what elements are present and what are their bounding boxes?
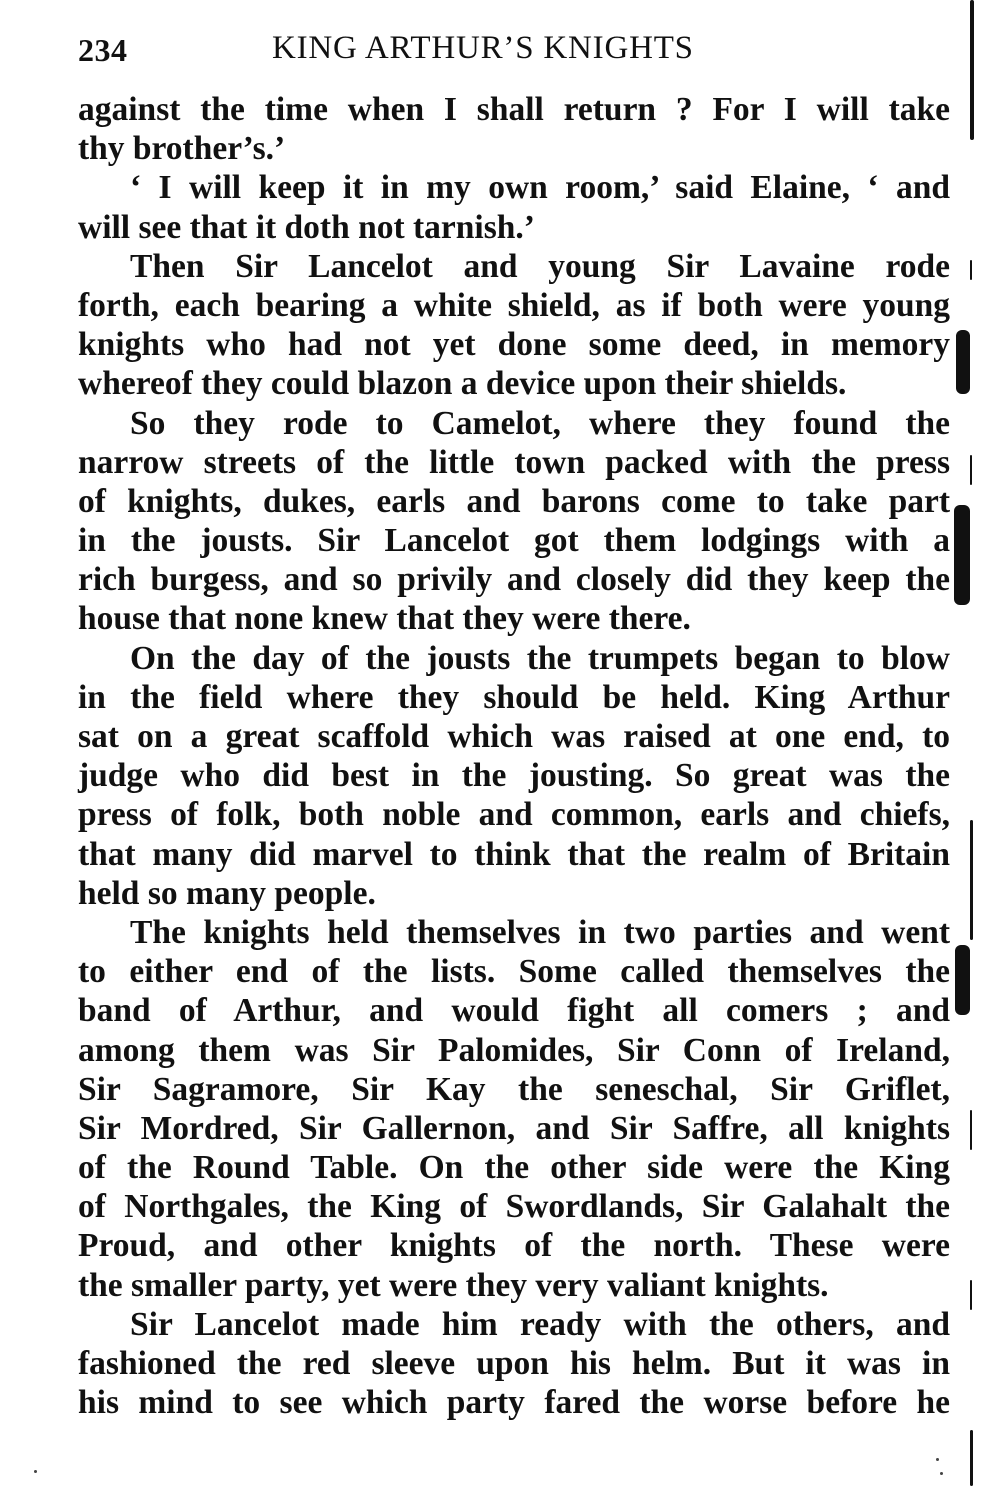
text-line: knights who had not yet done some deed, in memory xyxy=(78,326,950,364)
running-head: KING ARTHUR’S KNIGHTS xyxy=(272,30,694,66)
text-line: of knights, dukes, earls and barons come to take part xyxy=(78,482,950,520)
ink-blot xyxy=(954,505,970,605)
text-line: whereof they could blazon a device upon their shields. xyxy=(78,365,847,403)
text-line: judge who did best in the jousting. So great was the xyxy=(78,757,950,795)
text-line: among them was Sir Palomides, Sir Conn of Ireland, xyxy=(78,1031,950,1069)
text-line: Sir Lancelot made him ready with the others, and xyxy=(130,1305,950,1343)
scan-edge-rule xyxy=(970,820,973,940)
text-line: thy brother’s.’ xyxy=(78,130,286,168)
scan-edge-rule xyxy=(970,1430,973,1486)
text-line: that many did marvel to think that the realm of Britain xyxy=(78,835,950,873)
scan-edge-rule xyxy=(970,1280,972,1310)
text-line: ‘ I will keep it in my own room,’ said Elaine, ‘ and xyxy=(130,169,950,207)
text-line: So they rode to Camelot, where they found the xyxy=(130,404,950,442)
text-line: The knights held themselves in two parties and went xyxy=(130,913,950,951)
scan-edge-rule xyxy=(970,260,972,280)
body-text xyxy=(78,90,950,1422)
text-line: rich burgess, and so privily and closely did they keep the xyxy=(78,561,950,599)
text-line: will see that it doth not tarnish.’ xyxy=(78,208,535,246)
text-line: to either end of the lists. Some called themselves the xyxy=(78,953,950,991)
text-line: narrow streets of the little town packed with the press xyxy=(78,443,950,481)
text-line: band of Arthur, and would fight all comers ; and xyxy=(78,992,950,1030)
text-line: forth, each bearing a white shield, as if both were young xyxy=(78,286,950,324)
book-page xyxy=(78,28,950,1422)
page-header xyxy=(78,28,950,76)
text-line: in the jousts. Sir Lancelot got them lodgings with a xyxy=(78,522,950,560)
text-line: press of folk, both noble and common, earls and chiefs, xyxy=(78,796,950,834)
scan-edge-rule xyxy=(970,1110,972,1150)
text-line: of the Round Table. On the other side were the King xyxy=(78,1149,950,1187)
text-line: house that none knew that they were there. xyxy=(78,600,691,638)
text-line: the smaller party, yet were they very valiant knights. xyxy=(78,1266,829,1304)
page-speck xyxy=(34,1470,37,1473)
scan-edge-rule xyxy=(970,455,972,485)
ink-blot xyxy=(955,945,970,1015)
text-line: fashioned the red sleeve upon his helm. But it was in xyxy=(78,1345,950,1382)
text-line: of Northgales, the King of Swordlands, Sir Galahalt the xyxy=(78,1188,950,1226)
text-line: On the day of the jousts the trumpets began to blow xyxy=(130,639,950,677)
text-line: Sir Sagramore, Sir Kay the seneschal, Sir Griflet, xyxy=(78,1070,950,1108)
page-speck xyxy=(940,1472,943,1475)
text-line: Sir Mordred, Sir Gallernon, and Sir Saffre, all knights xyxy=(78,1109,950,1147)
scan-edge-rule xyxy=(970,0,974,140)
text-line: Then Sir Lancelot and young Sir Lavaine rode xyxy=(130,247,950,285)
text-line: against the time when I shall return ? For I will take xyxy=(78,91,950,128)
page-number: 234 xyxy=(78,32,128,68)
text-line: his mind to see which party fared the worse before he xyxy=(78,1384,950,1422)
ink-blot xyxy=(956,330,970,394)
page-speck xyxy=(936,1458,939,1461)
text-line: sat on a great scaffold which was raised at one end, to xyxy=(78,718,950,755)
text-line: Proud, and other knights of the north. These were xyxy=(78,1227,950,1265)
text-line: held so many people. xyxy=(78,874,376,912)
text-line: in the field where they should be held. King Arthur xyxy=(78,678,950,716)
